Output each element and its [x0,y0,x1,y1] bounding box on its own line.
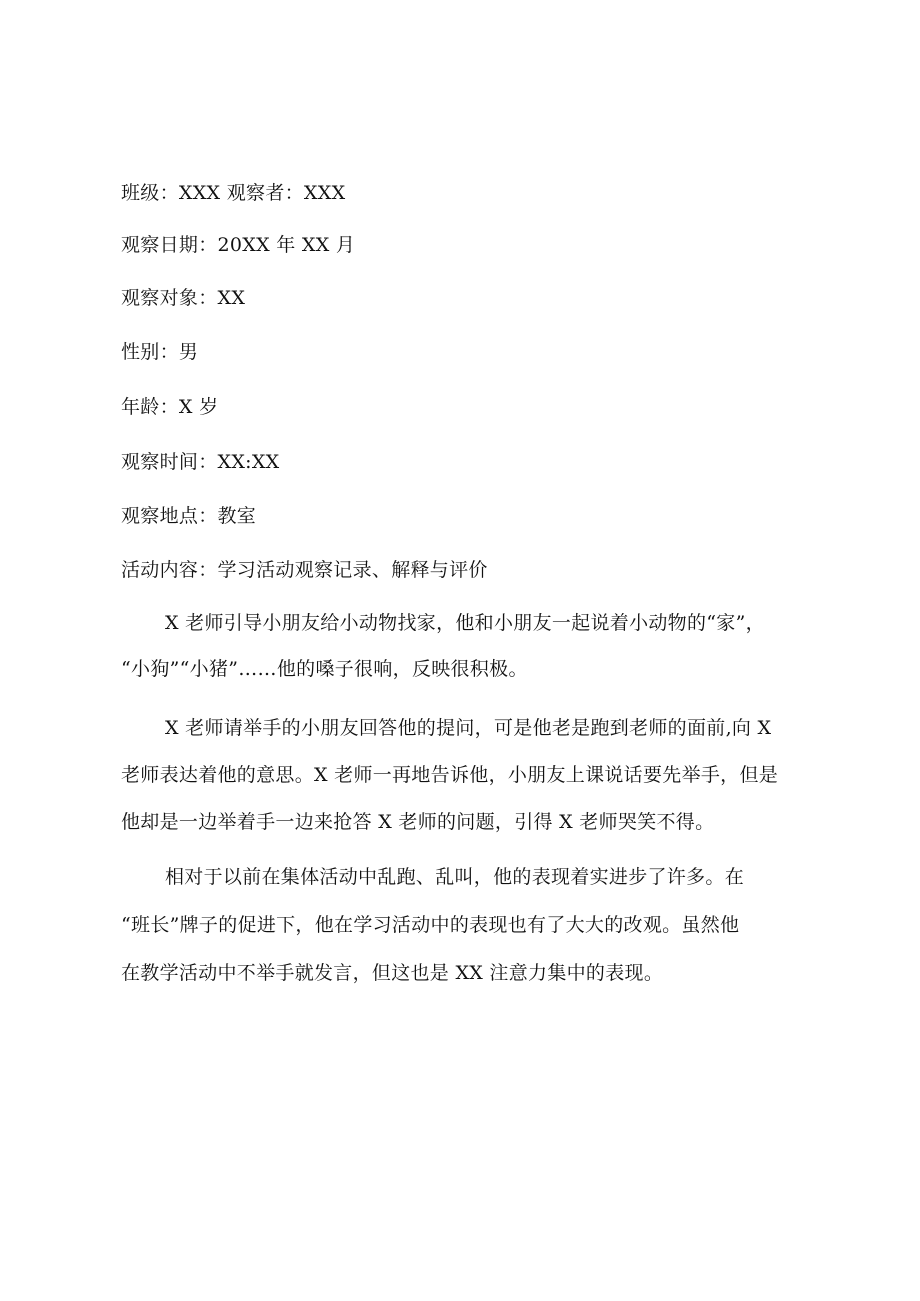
paragraph-line: “小狗”“小猪”……他的嗓子很响，反映很积极。 [121,658,528,680]
observation-date-line: 观察日期：20XX 年 XX 月 [121,234,356,256]
paragraph-line: 在教学活动中不举手就发言，但这也是 XX 注意力集中的表现。 [121,962,664,984]
age-line: 年龄：X 岁 [121,396,219,418]
gender-line: 性别：男 [121,341,199,363]
observation-subject-line: 观察对象：XX [121,287,246,309]
paragraph-line: 相对于以前在集体活动中乱跑、乱叫，他的表现着实进步了许多。在 [165,866,745,888]
paragraph-line: X 老师引导小朋友给小动物找家，他和小朋友一起说着小动物的“家”， [165,612,765,634]
paragraph-line: 老师表达着他的意思。X 老师一再地告诉他，小朋友上课说话要先举手，但是 [121,764,779,786]
class-observer-line: 班级：XXX 观察者：XXX [121,182,346,204]
activity-content-line: 活动内容：学习活动观察记录、解释与评价 [121,559,488,581]
paragraph-line: 他却是一边举着手一边来抢答 X 老师的问题，引得 X 老师哭笑不得。 [121,811,715,833]
observation-time-line: 观察时间：XX:XX [121,451,280,473]
paragraph-line: “班长”牌子的促进下，他在学习活动中的表现也有了大大的改观。虽然他 [121,914,740,936]
observation-location-line: 观察地点：教室 [121,505,257,527]
paragraph-line: X 老师请举手的小朋友回答他的提问，可是他老是跑到老师的面前,向 X [165,717,772,739]
